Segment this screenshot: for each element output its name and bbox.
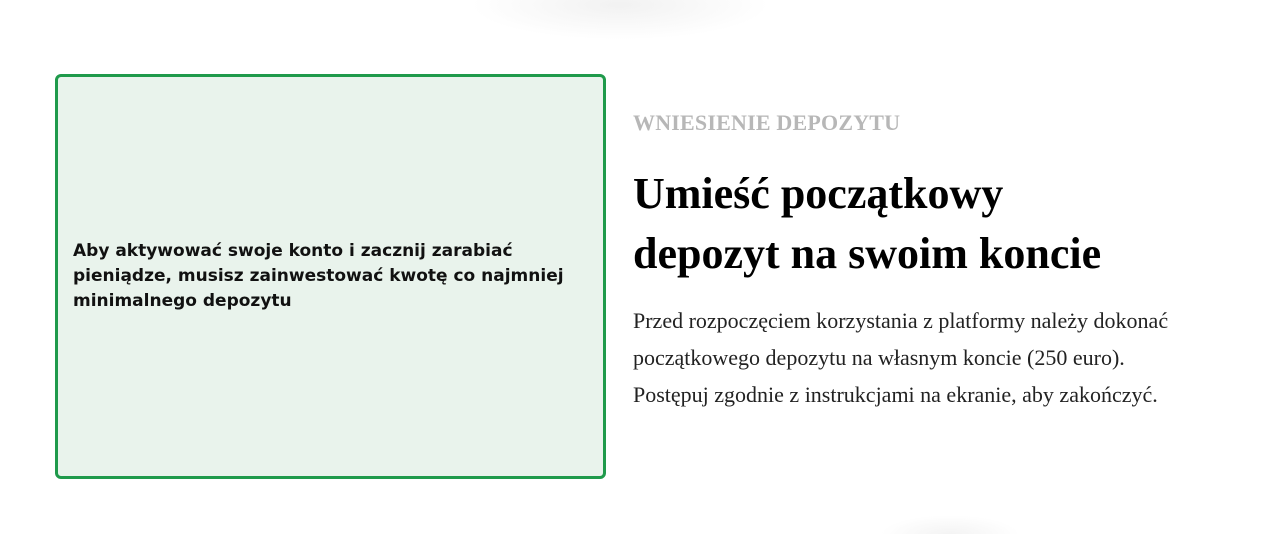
deposit-info-card-text: Aby aktywować swoje konto i zacznij zarabiać pieniądze, musisz zainwestować kwotę co najmniej minimalnego depozytu — [73, 241, 564, 311]
deposit-info-card — [55, 74, 606, 479]
section-eyebrow: WNIESIENIE DEPOZYTU — [633, 110, 901, 135]
decorative-bottom-glow — [880, 515, 1020, 534]
section-description: Przed rozpoczęciem korzystania z platformy należy dokonać początkowego depozytu na własnym koncie (250 euro). Postępuj zgodnie z instrukcjami na ekranie, aby zakończyć. — [633, 308, 1169, 407]
deposit-section — [633, 108, 1203, 413]
decorative-top-glow — [470, 0, 770, 40]
section-title: Umieść początkowy depozyt na swoim koncie — [633, 169, 1102, 278]
